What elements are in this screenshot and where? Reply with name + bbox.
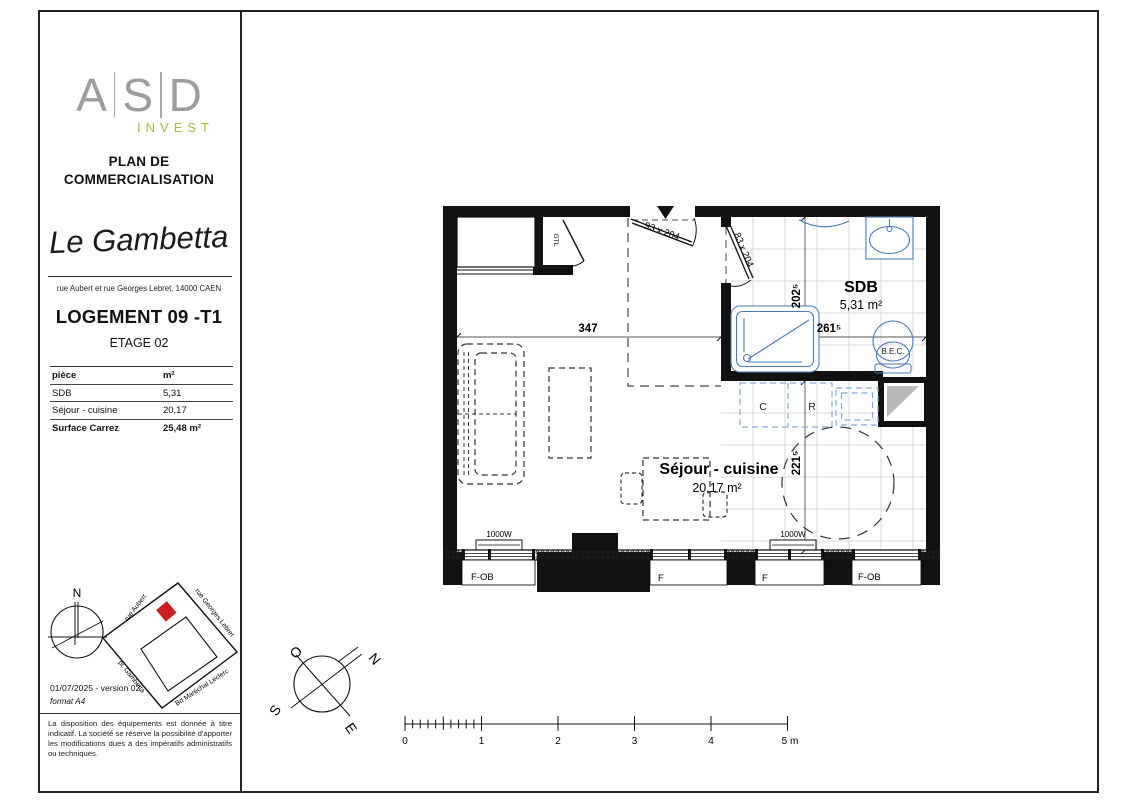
entry-zone-dashes — [628, 218, 726, 386]
floor-label: ETAGE 02 — [109, 336, 169, 350]
location-map — [103, 583, 237, 708]
scale-tick-5: 5 m — [781, 736, 799, 747]
window-label-fob: F-OB — [858, 572, 881, 583]
radiator-power-label: 1000W — [486, 530, 512, 539]
entry-door-size-label: 93 x 204 — [642, 220, 681, 244]
dim-sdb-width: 261⁵ — [816, 323, 842, 335]
bec-label: B.E.C. — [881, 347, 905, 356]
sidebar-north-label: N — [72, 586, 82, 600]
dim-sdb-height: 202⁵ — [791, 283, 803, 309]
scale-tick-0: 0 — [402, 736, 408, 747]
towel-rail-icon — [799, 220, 849, 227]
room-name-cell: SDB — [52, 387, 72, 399]
gtl-label: GTL — [552, 233, 559, 247]
sidebar-north-compass — [48, 586, 107, 658]
location-marker — [156, 601, 176, 621]
compass-west-label: O — [286, 642, 306, 662]
scale-tick-3: 3 — [631, 736, 638, 747]
total-label-cell: Surface Carrez — [52, 422, 120, 434]
compass-north-label: N — [365, 649, 385, 668]
total-area-cell: 25,48 m² — [162, 422, 201, 434]
disclaimer-text: La disposition des équipements est donnée à titre indicatif. La société se réserve la possibilité d'apporter les modifications dues à des impératifs administratifs ou techniques. — [48, 719, 232, 759]
coffee-table-icon — [549, 368, 591, 458]
street-label: rue Aubert — [123, 593, 149, 623]
window-band — [443, 549, 940, 561]
hob-label: C — [759, 401, 767, 413]
scale-bar — [402, 716, 798, 747]
floor-plan — [443, 206, 940, 592]
scale-tick-2: 2 — [555, 736, 561, 747]
radiator-power-label: 1000W — [780, 530, 806, 539]
street-label: rue Georges Lebret — [193, 587, 236, 639]
bathroom-door-size-label: 83 x 204 — [731, 231, 756, 269]
unit-title: LOGEMENT 09 -T1 — [55, 306, 223, 327]
round-table-icon — [782, 427, 894, 539]
scale-tick-4: 4 — [708, 736, 714, 747]
radiator-right — [770, 540, 816, 550]
dim-kitchen-height: 221⁵ — [791, 450, 803, 476]
room-name-sejour: Séjour - cuisine — [659, 461, 779, 478]
logo-letter-s: S — [122, 69, 154, 121]
format-label: format A4 — [50, 697, 86, 706]
scale-tick-1: 1 — [478, 736, 485, 747]
room-area-cell: 20,17 — [162, 405, 187, 416]
room-name-sdb: SDB — [844, 279, 878, 296]
document-title-line2: COMMERCIALISATION — [63, 172, 215, 188]
chair-icon — [703, 492, 727, 517]
window-label-f: F — [762, 573, 768, 584]
room-area-sejour: 20,17 m² — [692, 481, 742, 495]
logo-letter-d: D — [168, 69, 202, 121]
fridge-label: R — [808, 401, 816, 413]
compass-south-label: S — [265, 701, 285, 719]
dim-sejour-width: 347 — [578, 323, 598, 335]
col-header-m2: m² — [162, 370, 175, 381]
entrance-arrow — [657, 206, 674, 219]
compass-east-label: E — [341, 719, 361, 737]
document-title-line1: PLAN DE — [108, 154, 170, 169]
logo-invest-label: INVEST — [137, 120, 214, 135]
col-header-piece: pièce — [52, 370, 77, 381]
logo-letter-a: A — [76, 69, 107, 121]
room-name-cell: Séjour - cuisine — [52, 405, 118, 416]
street-label: pl. Gambetta — [116, 659, 146, 695]
compass-rose — [266, 642, 385, 736]
address-line: rue Aubert et rue Georges Lebret, 14000 CAEN — [56, 284, 222, 293]
version-label: 01/07/2025 - version 02 — [50, 683, 141, 693]
chair-icon — [621, 473, 642, 504]
street-label: Bd Maréchal Leclerc — [174, 667, 231, 708]
room-area-sdb: 5,31 m² — [839, 298, 883, 312]
radiator-left — [476, 540, 522, 550]
window-label-fob: F-OB — [471, 572, 494, 583]
window-sills — [462, 560, 921, 585]
washbasin-icon — [866, 217, 913, 259]
window-label-f: F — [658, 573, 664, 584]
room-area-cell: 5,31 — [162, 387, 182, 399]
shower-icon — [731, 306, 819, 372]
residence-script-name: Le Gambetta — [48, 218, 229, 261]
